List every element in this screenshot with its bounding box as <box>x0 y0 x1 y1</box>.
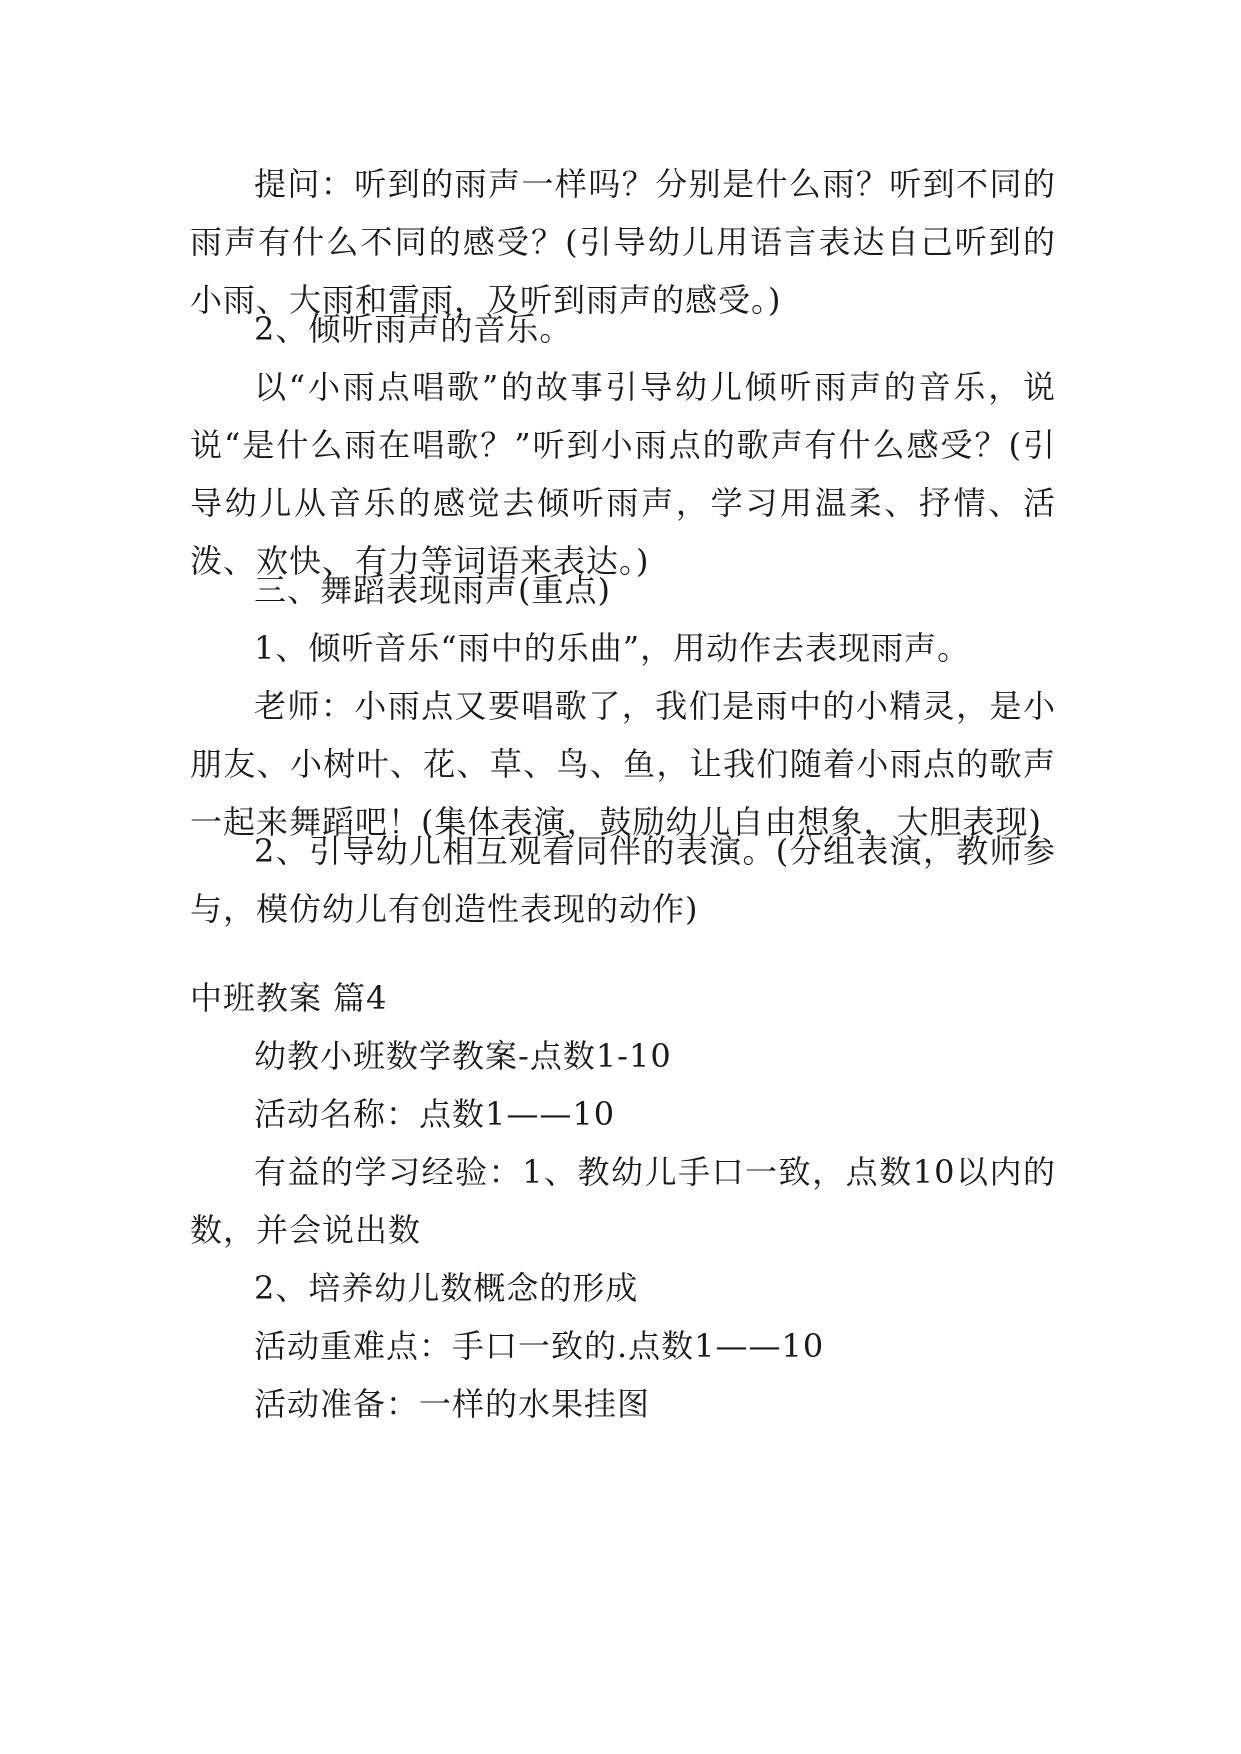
activity-key-points: 活动重难点：手口一致的.点数1——10 <box>254 1327 825 1365</box>
paragraph-peer-watch: 2、引导幼儿相互观看同伴的表演。(分组表演，教师参与，模仿幼儿有创造性表现的动作) <box>190 832 1056 928</box>
activity-preparation: 活动准备：一样的水果挂图 <box>254 1385 651 1423</box>
paragraph-story: 以“小雨点唱歌”的故事引导幼儿倾听雨声的音乐，说说“是什么雨在唱歌？”听到小雨点的歌声有什么感受？(引导幼儿从音乐的感觉去倾听雨声，学习用温柔、抒情、活泼、欢快、有力等词语来表达。) <box>190 368 1056 580</box>
activity-name: 活动名称：点数1——10 <box>254 1095 616 1133</box>
lesson-title: 幼教小班数学教案-点数1-10 <box>254 1037 672 1075</box>
lesson-heading: 中班教案 篇4 <box>190 979 388 1017</box>
paragraph-listen-rain-music: 1、倾听音乐“雨中的乐曲”，用动作去表现雨声。 <box>254 629 971 667</box>
section-heading-dance: 三、舞蹈表现雨声(重点) <box>254 571 611 609</box>
learning-goal-2: 2、培养幼儿数概念的形成 <box>254 1269 639 1307</box>
paragraph-question: 提问：听到的雨声一样吗？分别是什么雨？听到不同的雨声有什么不同的感受？(引导幼儿用语言表达自己听到的小雨、大雨和雷雨，及听到雨声的感受。) <box>190 165 1056 319</box>
learning-experience: 有益的学习经验：1、教幼儿手口一致，点数10以内的数，并会说出数 <box>190 1153 1056 1249</box>
paragraph-teacher-speech: 老师：小雨点又要唱歌了，我们是雨中的小精灵，是小朋友、小树叶、花、草、鸟、鱼，让我们随着小雨点的歌声一起来舞蹈吧！(集体表演，鼓励幼儿自由想象，大胆表现) <box>190 687 1056 841</box>
paragraph-listen-music: 2、倾听雨声的音乐。 <box>254 310 573 348</box>
